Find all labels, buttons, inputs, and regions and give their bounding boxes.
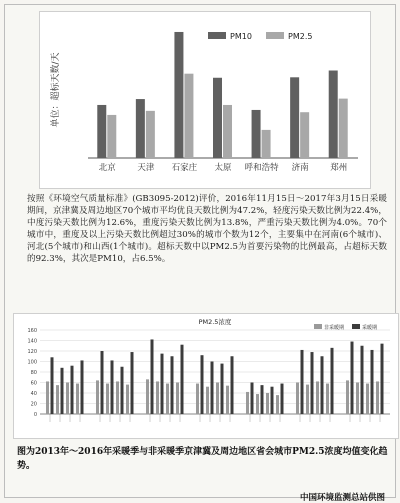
bar2-g0-p0-s1 — [51, 357, 54, 414]
bar2-g3-p1-s0 — [206, 387, 209, 414]
bar2-g1-p1-s1 — [111, 360, 114, 414]
x-tick-label: 呼和浩特 — [244, 163, 279, 173]
bar2-g1-p3-s1 — [131, 352, 134, 414]
bar2-g2-p2-s0 — [166, 384, 169, 414]
bar2-g6-p3-s1 — [381, 344, 384, 414]
bar2-g4-p0-s0 — [246, 392, 249, 414]
y-tick-label: 60 — [30, 380, 37, 387]
y-tick-label: 100 — [27, 359, 37, 366]
y-tick-label: 160 — [27, 328, 37, 334]
bar-pm10-6 — [329, 71, 338, 158]
legend2-swatch-1 — [352, 324, 360, 329]
bar-pm25-2 — [184, 74, 193, 158]
bar2-g0-p3-s0 — [76, 384, 79, 414]
bar2-g0-p0-s0 — [46, 381, 49, 414]
bar2-g4-p0-s1 — [251, 383, 254, 415]
bar2-g4-p2-s0 — [266, 393, 269, 414]
x-tick-label: 北京 — [98, 163, 116, 173]
bar2-g1-p3-s0 — [126, 385, 129, 414]
bar2-g5-p3-s1 — [331, 348, 334, 414]
bar2-g2-p1-s0 — [156, 381, 159, 414]
bar2-g6-p2-s1 — [371, 350, 374, 414]
x-tick-label: 天津 — [137, 163, 155, 173]
y-tick-label: 0 — [33, 412, 37, 418]
bar-pm25-3 — [223, 105, 232, 158]
legend-swatch-0 — [208, 32, 226, 39]
bar2-g4-p3-s1 — [281, 384, 284, 414]
y-tick-label: 20 — [30, 401, 37, 408]
bar2-g5-p1-s0 — [306, 385, 309, 414]
bar2-g4-p3-s0 — [276, 395, 279, 414]
bar2-g6-p3-s0 — [376, 381, 379, 414]
chart1-svg — [40, 12, 370, 188]
bar2-g2-p2-s1 — [171, 356, 174, 414]
bar2-g3-p2-s1 — [221, 364, 224, 414]
bar2-g2-p0-s0 — [146, 379, 149, 414]
bar2-g6-p2-s0 — [366, 384, 369, 414]
bar2-g0-p1-s1 — [61, 368, 64, 414]
bar-pm10-3 — [213, 78, 222, 158]
bar2-g5-p0-s1 — [301, 350, 304, 414]
y-axis-label: 单位：超标天数/天 — [51, 52, 61, 128]
bar2-g4-p1-s0 — [256, 394, 259, 414]
bar-pm25-4 — [262, 130, 271, 158]
y-tick-label: 80 — [30, 370, 37, 376]
bar-pm10-4 — [252, 110, 261, 158]
legend-label-1: PM2.5 — [288, 32, 313, 41]
bar2-g1-p2-s1 — [121, 367, 124, 414]
legend2-swatch-0 — [314, 324, 322, 329]
chart2-title: PM2.5浓度 — [198, 318, 232, 326]
body-paragraph: 按照《环境空气质量标准》(GB3095-2012)评价，2016年11月15日～2017年3月15日采暖期间，京津冀及周边地区70个城市平均优良天数比例为47.2%，轻度污染天数比例为22.4%，中度污染天数比例为12.6%，重度污染天数比例为13.8%，严重污染天数比例为4.0%。70个城市中，重度及以上污染天数比例超过30%的城市个数为12个，主要集中在河南(6个城市)、河北(5个城市)和山西(1个城市)。超标天数中以PM2.5为首要污染物的比例最高，占超标天数的92.3%，其次是PM10，占6.5%。 — [27, 194, 387, 264]
bar2-g0-p2-s1 — [71, 366, 74, 414]
legend-swatch-1 — [266, 32, 284, 39]
bar2-g6-p0-s1 — [351, 342, 354, 414]
bar-pm25-0 — [107, 115, 116, 158]
bar2-g1-p1-s0 — [106, 384, 109, 414]
bar2-g4-p1-s1 — [261, 385, 264, 414]
bar2-g4-p2-s1 — [271, 387, 274, 414]
bar2-g6-p0-s0 — [346, 380, 349, 414]
bar2-g5-p3-s0 — [326, 384, 329, 414]
chart2-svg — [14, 314, 398, 438]
legend2-label-1: 采暖期 — [362, 325, 378, 331]
x-tick-label: 郑州 — [330, 163, 348, 173]
bar2-g3-p3-s1 — [231, 356, 234, 414]
bar2-g3-p0-s0 — [196, 384, 199, 414]
page-frame — [4, 4, 396, 503]
bar2-g5-p1-s1 — [311, 352, 314, 414]
bar2-g5-p0-s0 — [296, 383, 299, 415]
y-tick-label: 120 — [27, 349, 37, 355]
chart-pm25-concentration — [13, 313, 399, 439]
legend2-label-0: 非采暖期 — [324, 325, 345, 331]
bar2-g3-p3-s0 — [226, 386, 229, 414]
bar2-g2-p1-s1 — [161, 354, 164, 414]
bar2-g1-p0-s0 — [96, 380, 99, 414]
figure-caption: 图为2013年～2016年采暖季与非采暖季京津冀及周边地区省会城市PM2.5浓度均值变化趋势。 — [17, 447, 388, 471]
bar-pm25-1 — [146, 111, 155, 158]
x-tick-label: 太原 — [214, 163, 232, 173]
chart-superstandard-days — [39, 11, 371, 189]
bar2-g3-p1-s1 — [211, 362, 214, 415]
bar-pm10-2 — [174, 32, 183, 158]
bar2-g0-p1-s0 — [56, 385, 59, 414]
bar2-g3-p2-s0 — [216, 383, 219, 415]
bar2-g5-p2-s1 — [321, 356, 324, 414]
bar-pm10-5 — [290, 77, 299, 158]
legend-label-0: PM10 — [230, 32, 252, 41]
x-tick-label: 济南 — [291, 163, 309, 173]
bar-pm10-0 — [97, 105, 106, 158]
bar2-g5-p2-s0 — [316, 381, 319, 414]
bar2-g6-p1-s0 — [356, 383, 359, 415]
bar2-g0-p3-s1 — [81, 360, 84, 414]
photo-credit: 中国环境监测总站供图 — [299, 493, 385, 503]
bar2-g2-p3-s0 — [176, 383, 179, 415]
bar2-g1-p0-s1 — [101, 351, 104, 414]
y-tick-label: 40 — [30, 391, 37, 397]
bar-pm10-1 — [136, 99, 145, 158]
x-tick-label: 石家庄 — [171, 163, 198, 173]
bar-pm25-6 — [339, 99, 348, 158]
bar2-g3-p0-s1 — [201, 355, 204, 414]
bar2-g2-p0-s1 — [151, 339, 154, 414]
bar-pm25-5 — [300, 112, 309, 158]
bar2-g2-p3-s1 — [181, 345, 184, 414]
bar2-g1-p2-s0 — [116, 381, 119, 414]
bar2-g6-p1-s1 — [361, 346, 364, 414]
y-tick-label: 140 — [27, 338, 37, 345]
bar2-g0-p2-s0 — [66, 383, 69, 415]
